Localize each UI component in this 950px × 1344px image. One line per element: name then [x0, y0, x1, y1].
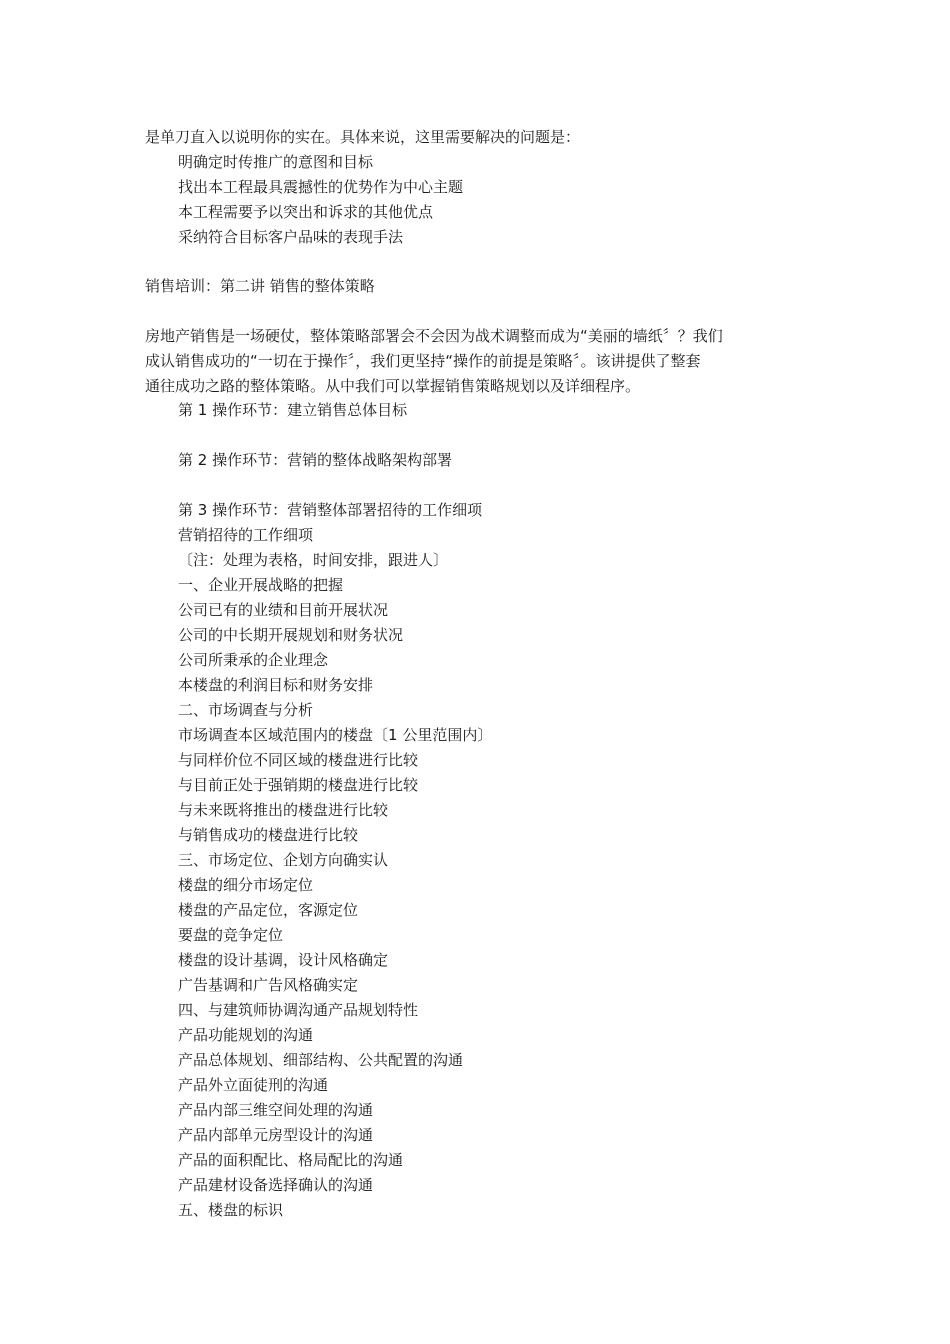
detail-line: 广告基调和广告风格确实定 [178, 976, 359, 994]
detail-line: 楼盘的设计基调，设计风格确定 [178, 951, 389, 969]
detail-line: 产品内部三维空间处理的沟通 [178, 1101, 374, 1119]
detail-line: 产品内部单元房型设计的沟通 [178, 1126, 374, 1144]
step-heading: 第 1 操作环节：建立销售总体目标 [178, 401, 408, 419]
section-title: 销售培训：第二讲 销售的整体策略 [145, 277, 375, 295]
intro-item: 明确定时传推广的意图和目标 [178, 153, 374, 171]
detail-line: 产品功能规划的沟通 [178, 1026, 314, 1044]
step-heading: 第 3 操作环节：营销整体部署招待的工作细项 [178, 501, 483, 519]
detail-line: 本楼盘的利润目标和财务安排 [178, 676, 374, 694]
detail-note: 〔注：处理为表格，时间安排，跟进人〕 [178, 551, 449, 569]
detail-heading: 一、企业开展战略的把握 [178, 576, 344, 594]
detail-heading: 四、与建筑师协调沟通产品规划特性 [178, 1001, 419, 1019]
paragraph-line: 通往成功之路的整体策略。从中我们可以掌握销售策略规划以及详细程序。 [145, 377, 641, 395]
detail-line: 与未来既将推出的楼盘进行比较 [178, 801, 389, 819]
intro-item: 找出本工程最具震撼性的优势作为中心主题 [178, 178, 464, 196]
paragraph-line: 房地产销售是一场硬仗，整体策略部署会不会因为战术调整而成为“美丽的墙纸〞？我们 [145, 327, 723, 345]
detail-line: 公司所秉承的企业理念 [178, 651, 329, 669]
detail-line: 楼盘的细分市场定位 [178, 876, 314, 894]
detail-line: 产品总体规划、细部结构、公共配置的沟通 [178, 1051, 464, 1069]
detail-line: 产品外立面徒刑的沟通 [178, 1076, 329, 1094]
strategy-paragraph [145, 324, 815, 399]
detail-heading: 五、楼盘的标识 [178, 1201, 284, 1219]
step-heading: 第 2 操作环节：营销的整体战略架构部署 [178, 451, 453, 469]
detail-line: 营销招待的工作细项 [178, 526, 314, 544]
detail-line: 公司的中长期开展规划和财务状况 [178, 626, 404, 644]
detail-heading: 三、市场定位、企划方向确实认 [178, 851, 389, 869]
detail-heading: 二、市场调查与分析 [178, 701, 314, 719]
detail-line: 产品的面积配比、格局配比的沟通 [178, 1151, 404, 1169]
intro-item: 采纳符合目标客户品味的表现手法 [178, 228, 404, 246]
intro-line: 是单刀直入以说明你的实在。具体来说，这里需要解决的问题是： [145, 128, 581, 146]
detail-line: 与销售成功的楼盘进行比较 [178, 826, 359, 844]
detail-line: 与同样价位不同区域的楼盘进行比较 [178, 751, 419, 769]
paragraph-line: 成认销售成功的“一切在于操作〞，我们更坚持“操作的前提是策略〞。该讲提供了整套 [145, 352, 701, 370]
detail-line: 要盘的竞争定位 [178, 926, 284, 944]
detail-line: 公司已有的业绩和目前开展状况 [178, 601, 389, 619]
intro-item: 本工程需要予以突出和诉求的其他优点 [178, 203, 434, 221]
detail-line: 产品建材设备选择确认的沟通 [178, 1176, 374, 1194]
detail-line: 楼盘的产品定位，客源定位 [178, 901, 359, 919]
detail-line: 市场调查本区域范围内的楼盘〔1 公里范围内〕 [178, 726, 493, 744]
detail-line: 与目前正处于强销期的楼盘进行比较 [178, 776, 419, 794]
